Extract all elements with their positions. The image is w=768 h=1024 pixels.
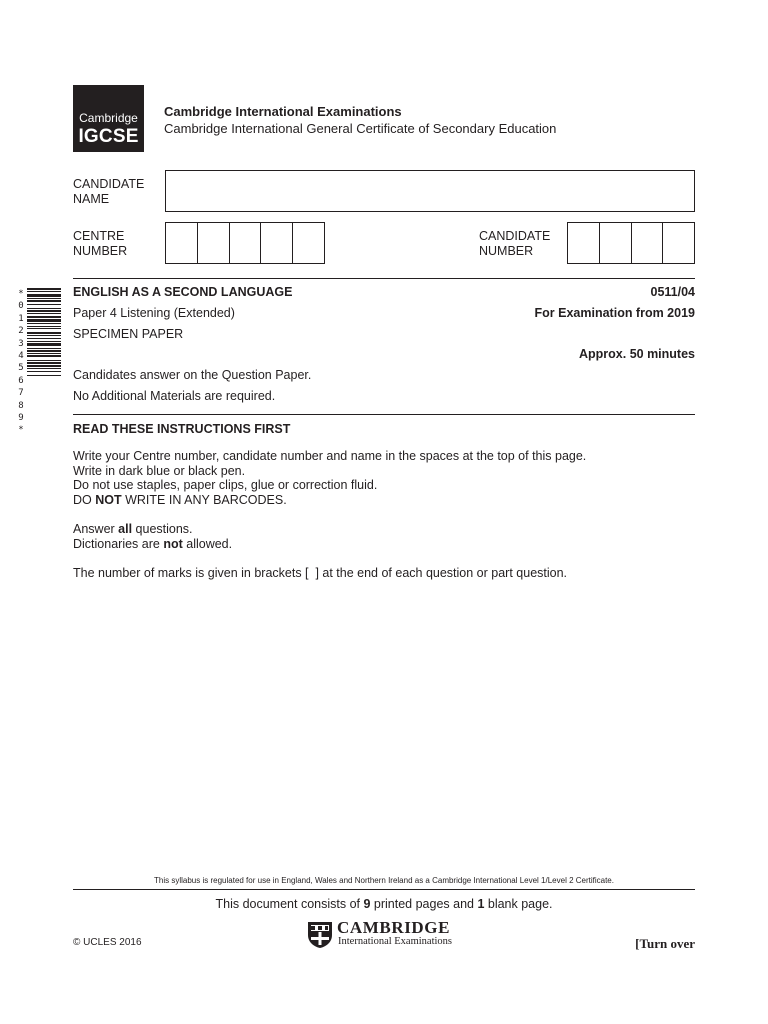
instructions-block-1 <box>73 449 586 507</box>
instruction-line: Dictionaries are not allowed. <box>73 536 233 551</box>
barcode-bar <box>27 335 61 336</box>
barcode-bar <box>27 326 61 327</box>
barcode-bar <box>27 332 61 334</box>
barcode-bar <box>27 348 61 349</box>
materials: No Additional Materials are required. <box>73 389 276 403</box>
qualification-title: Cambridge International General Certificate of Secondary Education <box>164 121 557 136</box>
candidate-number-label: CANDIDATE NUMBER <box>479 229 551 258</box>
barcode-bar <box>27 353 61 354</box>
barcode-bar <box>27 368 61 369</box>
cambridge-subtitle: International Examinations <box>338 936 453 947</box>
digit-cell[interactable] <box>198 223 230 263</box>
specimen-label: SPECIMEN PAPER <box>73 327 184 341</box>
instructions-heading: READ THESE INSTRUCTIONS FIRST <box>73 422 291 436</box>
barcode-bar <box>27 343 61 346</box>
instruction-line: Answer all questions. <box>73 522 193 536</box>
digit-cell[interactable] <box>230 223 262 263</box>
divider <box>73 278 695 279</box>
barcode-bar <box>27 291 61 292</box>
digit-cell[interactable] <box>261 223 293 263</box>
centre-number-field[interactable] <box>165 222 325 264</box>
barcode-bar <box>27 288 61 290</box>
duration: Approx. 50 minutes <box>579 347 695 361</box>
paper-code: 0511/04 <box>650 285 695 299</box>
regulation-note: This syllabus is regulated for use in England, Wales and Northern Ireland as a Cambridge International Level 1/Level 2 Certificate. <box>154 876 614 885</box>
barcode-bar <box>27 328 61 329</box>
digit-cell[interactable] <box>568 223 600 263</box>
barcode-bar <box>27 304 61 305</box>
digit-cell[interactable] <box>600 223 632 263</box>
barcode-bar <box>27 313 61 314</box>
barcode-digits: * 0 1 2 3 4 5 6 7 8 9 * <box>18 289 24 436</box>
instruction-line: Write your Centre number, candidate number and name in the spaces at the top of this page. <box>73 449 587 463</box>
logo-line-1: Cambridge <box>79 111 138 125</box>
barcode-bar <box>27 323 61 324</box>
instructions-block-2 <box>73 522 232 551</box>
barcode-bar <box>27 365 61 367</box>
barcode-bar <box>27 310 61 312</box>
answer-on: Candidates answer on the Question Paper. <box>73 368 312 382</box>
barcode-bar <box>27 300 61 302</box>
barcode-bar <box>27 375 61 376</box>
instruction-line: Do not use staples, paper clips, glue or correction fluid. <box>73 478 378 493</box>
barcode-bar <box>27 371 61 372</box>
centre-number-label: CENTRE NUMBER <box>73 229 128 258</box>
copyright: © UCLES 2016 <box>73 937 142 948</box>
divider <box>73 414 695 415</box>
candidate-name-field[interactable] <box>165 170 695 212</box>
barcode-bar <box>27 294 61 297</box>
instruction-line: The number of marks is given in brackets [ ] at the end of each question or part question. <box>73 566 568 580</box>
exam-from: For Examination from 2019 <box>534 306 695 320</box>
digit-cell[interactable] <box>632 223 664 263</box>
cambridge-igcse-logo <box>73 85 144 152</box>
candidate-name-label: CANDIDATE NAME <box>73 177 145 206</box>
divider <box>73 889 695 890</box>
instruction-line: Write in dark blue or black pen. <box>73 463 246 478</box>
barcode-bar <box>27 319 61 322</box>
barcode-bar <box>27 350 61 352</box>
digit-cell[interactable] <box>166 223 198 263</box>
instruction-line: DO NOT WRITE IN ANY BARCODES. <box>73 492 287 507</box>
cambridge-crest-icon <box>307 921 333 949</box>
turn-over: [Turn over <box>635 936 695 951</box>
barcode <box>27 288 61 412</box>
barcode-bar <box>27 298 61 299</box>
barcode-bar <box>27 341 61 342</box>
org-title: Cambridge International Examinations <box>164 104 402 119</box>
instructions-block-3 <box>73 566 567 581</box>
logo-line-2: IGCSE <box>78 126 139 147</box>
candidate-number-field[interactable] <box>567 222 695 264</box>
barcode-bar <box>27 316 61 318</box>
barcode-bar <box>27 360 61 361</box>
barcode-bar <box>27 362 61 364</box>
subject-title: ENGLISH AS A SECOND LANGUAGE <box>73 285 293 299</box>
barcode-bar <box>27 338 61 339</box>
digit-cell[interactable] <box>663 223 694 263</box>
cambridge-wordmark: CAMBRIDGE <box>337 918 451 937</box>
paper-line: Paper 4 Listening (Extended) <box>73 306 235 320</box>
barcode-bar <box>27 355 61 357</box>
page-count: This document consists of 9 printed pages and 1 blank page. <box>215 897 553 911</box>
digit-cell[interactable] <box>293 223 324 263</box>
barcode-bar <box>27 308 61 309</box>
